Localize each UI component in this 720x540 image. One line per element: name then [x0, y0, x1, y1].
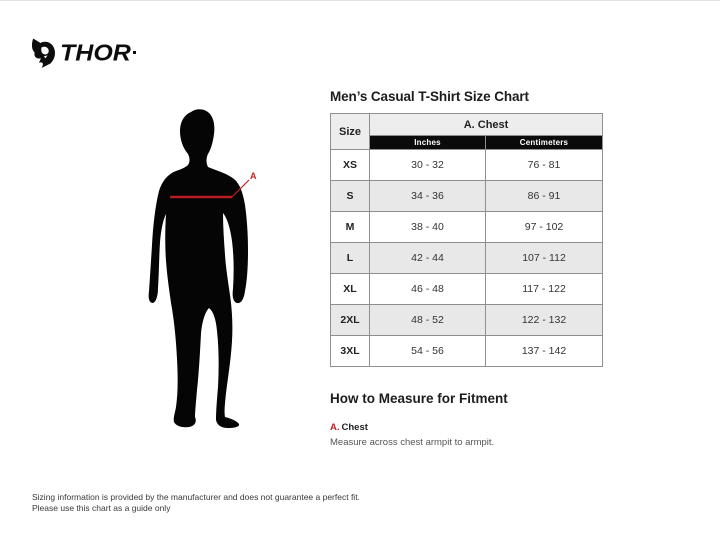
measure-description: Measure across chest armpit to armpit.	[330, 437, 495, 448]
table-row	[331, 336, 603, 367]
column-header-size: Size	[331, 114, 370, 150]
thor-logo	[31, 37, 136, 69]
size-cell: M	[331, 212, 370, 243]
size-cell: 3XL	[331, 336, 370, 367]
inches-cell: 54 - 56	[370, 336, 486, 367]
size-table-body	[331, 150, 603, 367]
centimeters-cell: 86 - 91	[486, 181, 603, 212]
measurement-label-a: A	[250, 171, 257, 181]
table-row	[331, 181, 603, 212]
how-to-measure-title: How to Measure for Fitment	[330, 391, 508, 406]
measure-key: A.	[330, 422, 340, 433]
centimeters-cell: 76 - 81	[486, 150, 603, 181]
body-silhouette	[120, 81, 330, 461]
size-cell: L	[331, 243, 370, 274]
measurement-figure	[120, 81, 330, 461]
inches-cell: 42 - 44	[370, 243, 486, 274]
inches-cell: 38 - 40	[370, 212, 486, 243]
centimeters-cell: 107 - 112	[486, 243, 603, 274]
size-cell: XL	[331, 274, 370, 305]
table-row	[331, 243, 603, 274]
size-cell: XS	[331, 150, 370, 181]
column-header-centimeters: Centimeters	[486, 136, 603, 150]
centimeters-cell: 137 - 142	[486, 336, 603, 367]
inches-cell: 48 - 52	[370, 305, 486, 336]
table-row	[331, 274, 603, 305]
how-to-measure-section	[330, 391, 610, 448]
brand-mark-dot	[133, 51, 136, 54]
centimeters-cell: 97 - 102	[486, 212, 603, 243]
size-cell: 2XL	[331, 305, 370, 336]
disclaimer-line-2: Please use this chart as a guide only	[32, 502, 171, 513]
size-chart-title: Men’s Casual T-Shirt Size Chart	[330, 89, 529, 104]
centimeters-cell: 117 - 122	[486, 274, 603, 305]
size-table	[330, 113, 603, 367]
measure-name: Chest	[341, 422, 368, 433]
disclaimer-line-1: Sizing information is provided by the manufacturer and does not guarantee a perfect fit.	[32, 492, 360, 502]
inches-cell: 34 - 36	[370, 181, 486, 212]
size-chart-content	[330, 89, 610, 448]
inches-cell: 30 - 32	[370, 150, 486, 181]
centimeters-cell: 122 - 132	[486, 305, 603, 336]
measure-item-chest	[330, 417, 610, 448]
inches-cell: 46 - 48	[370, 274, 486, 305]
table-row	[331, 150, 603, 181]
thor-helmet-icon	[31, 38, 57, 68]
brand-wordmark: THOR	[60, 40, 131, 66]
column-header-chest-group: A. Chest	[370, 114, 603, 136]
column-header-inches: Inches	[370, 136, 486, 150]
size-cell: S	[331, 181, 370, 212]
table-row	[331, 212, 603, 243]
disclaimer	[32, 492, 362, 513]
table-row	[331, 305, 603, 336]
